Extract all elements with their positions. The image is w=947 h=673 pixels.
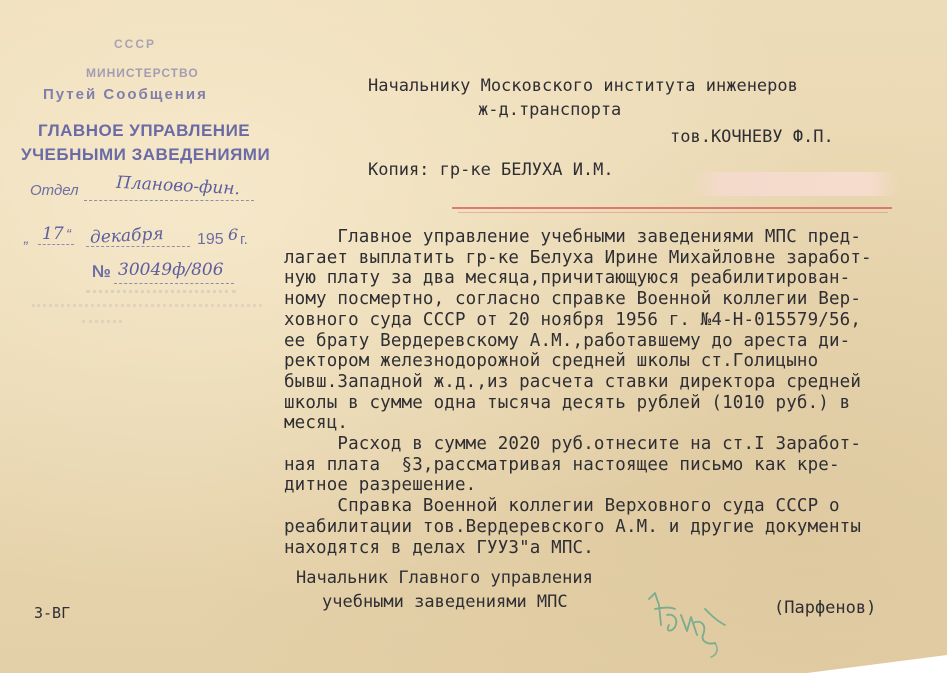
- red-underline-faint: [458, 212, 888, 213]
- dept-underline: [84, 200, 254, 201]
- body-line: месяц.: [284, 413, 349, 434]
- body-line: школы в сумме одна тысяча десять рублей (1010 руб.) в: [284, 392, 851, 413]
- torn-corner: [807, 655, 947, 673]
- body-line: ховного суда СССР от 20 ноября 1956 г. №4-Н-015579/56,: [284, 309, 862, 330]
- redacted-area: [690, 172, 900, 196]
- date-year-printed: 195: [197, 231, 224, 248]
- signatory-name: (Парфенов): [774, 598, 877, 618]
- date-year-suffix: г.: [240, 231, 248, 248]
- stamp-number-sign: №: [92, 262, 111, 281]
- body-line: ее брату Вердеревскому А.М.,работавшему до ареста ди-: [284, 330, 851, 351]
- addressee-line1: Начальнику Московского института инженеров: [368, 76, 798, 96]
- body-line: Справка Военной коллегии Верховного суда СССР о: [284, 496, 840, 517]
- faint-stamp-marks: [22, 290, 272, 330]
- dept-handwritten: Планово-фин.: [115, 172, 241, 200]
- handwritten-signature: [645, 585, 735, 660]
- addressee-line2: ж-д.транспорта: [478, 100, 622, 120]
- stamp-ussr: СССР: [114, 37, 157, 51]
- body-line: Расход в сумме 2020 руб.отнесите на ст.I Заработ-: [284, 434, 862, 455]
- stamp-ministry-line2: Путей Сообщения: [43, 86, 208, 103]
- body-line: ную плату за два месяца,причитающуюся реабилитирован-: [284, 268, 851, 289]
- addressee-name: тов.КОЧНЕВУ Ф.П.: [670, 127, 834, 147]
- date-open-quote: „: [24, 230, 29, 247]
- date-year-hand: 6: [228, 225, 239, 244]
- stamp-directorate-line2: УЧЕБНЫМИ ЗАВЕДЕНИЯМИ: [21, 145, 271, 164]
- body-line: Главное управление учебными заведениями МПС пред-: [284, 227, 862, 247]
- copy-line: Копия: гр-ке БЕЛУХА И.М.: [368, 160, 614, 180]
- body-line: ная плата §3,рассматривая настоящее письмо как кре-: [284, 454, 840, 475]
- date-month: декабря: [89, 224, 165, 248]
- footer-code: 3-ВГ: [34, 604, 71, 622]
- signatory-title-line2: учебными заведениями МПС: [322, 592, 568, 612]
- body-line: находятся в делах ГУУЗ"а МПС.: [284, 537, 594, 558]
- date-day-underline: [38, 244, 74, 245]
- body-line: лагает выплатить гр-ке Белуха Ирине Михайловне заработ-: [284, 247, 872, 268]
- signatory-title-line1: Начальник Главного управления: [296, 568, 593, 588]
- stamp-dept-label: Отдел: [30, 182, 79, 199]
- letter-body: [284, 227, 872, 558]
- body-line: ному посмертно, согласно справке Военной коллегии Вер-: [284, 289, 862, 310]
- number-underline: [114, 283, 234, 284]
- stamp-number-value: 30049ф/806: [118, 260, 224, 280]
- date-month-underline: [86, 246, 190, 247]
- red-underline: [452, 207, 892, 209]
- stamp-ministry-line1: МИНИСТЕРСТВО: [86, 66, 199, 80]
- body-line: бывш.Западной ж.д.,из расчета ставки директора средней: [284, 371, 862, 392]
- date-day: 17: [42, 224, 64, 244]
- stamp-directorate-line1: ГЛАВНОЕ УПРАВЛЕНИЕ: [38, 121, 251, 140]
- body-line: реабилитации тов.Вердеревского А.М. и другие документы: [284, 516, 862, 537]
- date-close-quote: “: [66, 226, 71, 243]
- body-line: ректором железнодорожной средней школы ст.Голицыно: [284, 351, 819, 372]
- body-line: дитное разрешение.: [284, 475, 477, 496]
